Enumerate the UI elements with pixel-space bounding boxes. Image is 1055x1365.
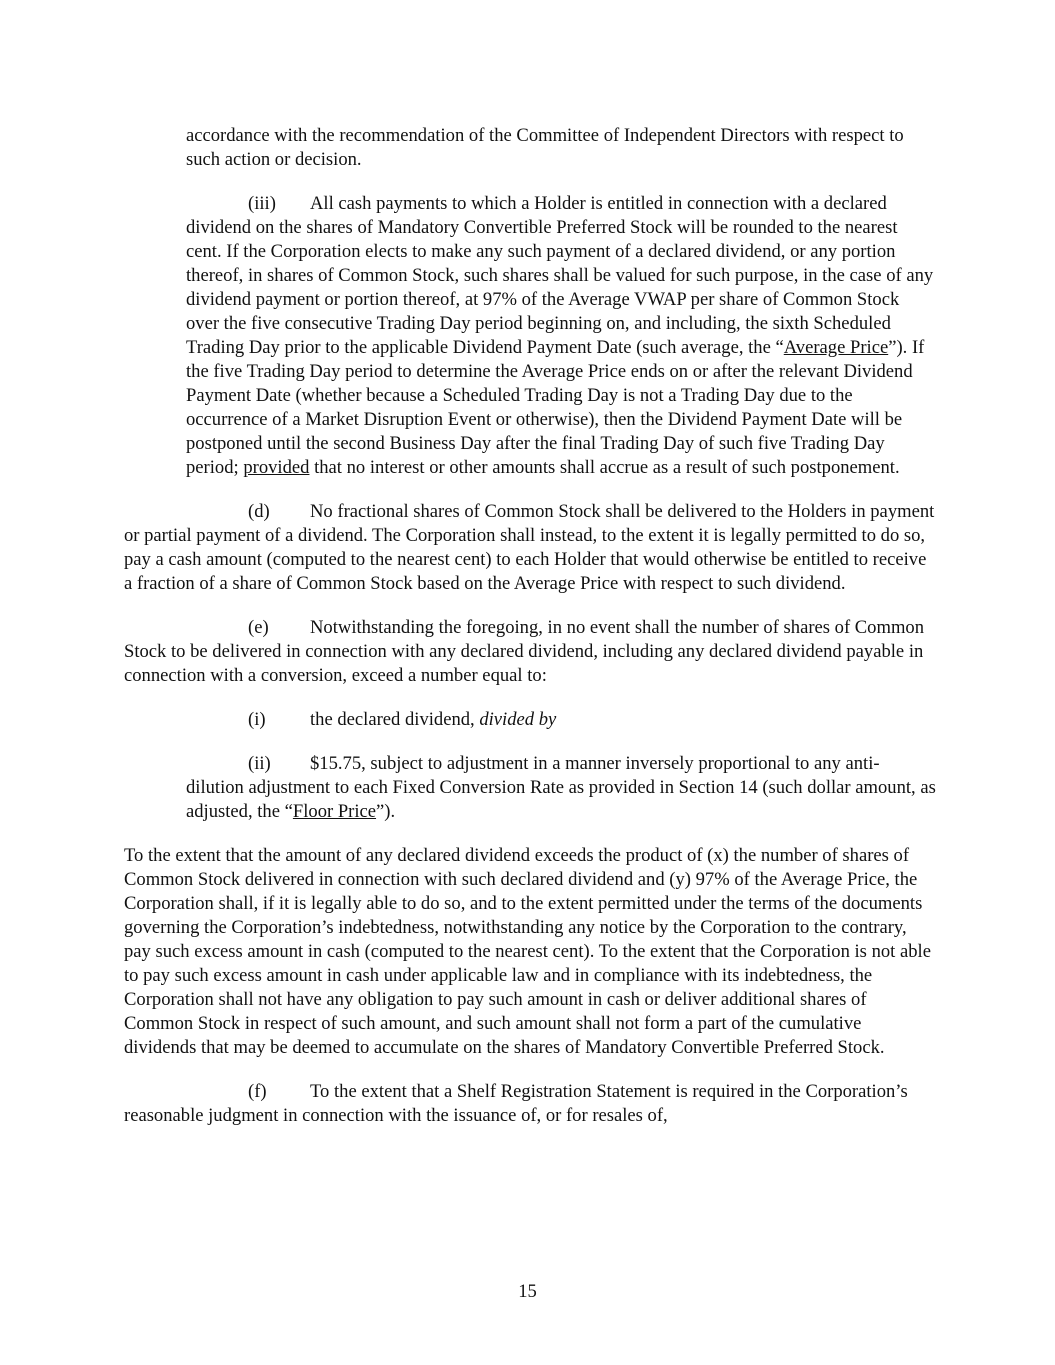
clause-iii-text-1: All cash payments to which a Holder is entitled in connection with a declared dividend on the shares of Mandatory Convertible Preferred Stock will be rounded to the nearest cent. If the Corporation elects to make any such payment of a declared dividend, or any portion thereof, in shares of Common Stock, such shares shall be valued for such purpose, in the case of any dividend payment or portion thereof, at 97% of the Average VWAP per share of Common Stock over the five consecutive Trading Day period beginning on, and including, the sixth Scheduled Trading Day prior to the applicable Dividend Payment Date (such average, the “ xyxy=(186,193,934,358)
clause-f-text: To the extent that a Shelf Registration Statement is required in the Corporation’s reasonable judgment in connection with the issuance of, or for resales of, xyxy=(124,1081,908,1126)
paragraph-continuation: accordance with the recommendation of the Committee of Independent Directors with respect to such action or decision. xyxy=(186,125,904,170)
clause-e-ii-text-2: ”). xyxy=(376,801,396,822)
clause-e-i xyxy=(124,708,936,732)
clause-e-i-italic: divided by xyxy=(479,709,557,730)
defined-term-floor-price: Floor Price xyxy=(292,801,377,822)
clause-e xyxy=(124,616,936,688)
clause-d xyxy=(124,500,936,596)
document-page xyxy=(124,124,936,1128)
clause-iii-text-2: ”). If the five Trading Day period to determine the Average Price ends on or after the relevant Dividend Payment Date (whether because a Scheduled Trading Day is not a Trading Day due to the occurrence of a Market Disruption Event or otherwise), then the Dividend Payment Date will be postponed until the second Business Day after the final Trading Day of such five Trading Day period; xyxy=(186,337,925,478)
page-number: 15 xyxy=(518,1281,537,1302)
clause-e-ii-text-1: $15.75, subject to adjustment in a manner inversely proportional to any anti-dilution adjustment to each Fixed Conversion Rate as provided in Section 14 (such dollar amount, as adjusted, the “ xyxy=(186,753,936,822)
clause-e-ii-number: (ii) xyxy=(248,753,271,774)
clause-d-number: (d) xyxy=(248,501,270,522)
clause-iii-text-3: that no interest or other amounts shall accrue as a result of such postponement. xyxy=(309,457,900,478)
clause-f-number: (f) xyxy=(248,1081,267,1102)
clause-iii-number: (iii) xyxy=(248,193,276,214)
provided-term: provided xyxy=(243,457,310,478)
defined-term-average-price: Average Price xyxy=(783,337,889,358)
clause-iii xyxy=(186,192,936,480)
clause-e-i-text: the declared dividend, xyxy=(310,709,480,730)
extent-paragraph: To the extent that the amount of any declared dividend exceeds the product of (x) the number of shares of Common Stock delivered in connection with such declared dividend and (y) 97% of the Average Price, the Corporation shall, if it is legally able to do so, and to the extent permitted under the terms of the documents governing the Corporation’s indebtedness, notwithstanding any notice by the Corporation to the contrary, pay such excess amount in cash (computed to the nearest cent). To the extent that the Corporation is not able to pay such excess amount in cash under applicable law and in compliance with its indebtedness, the Corporation shall not have any obligation to pay such amount in cash or deliver additional shares of Common Stock in respect of such amount, and such amount shall not form a part of the cumulative dividends that may be deemed to accumulate on the shares of Mandatory Convertible Preferred Stock. xyxy=(124,845,931,1058)
clause-e-text: Notwithstanding the foregoing, in no event shall the number of shares of Common Stock to be delivered in connection with any declared dividend, including any declared dividend payable in connection with a conversion, exceed a number equal to: xyxy=(124,617,925,686)
clause-f xyxy=(124,1080,936,1128)
clause-e-number: (e) xyxy=(248,617,269,638)
clause-e-ii xyxy=(186,752,936,824)
clause-e-i-number: (i) xyxy=(248,709,266,730)
clause-d-text: No fractional shares of Common Stock shall be delivered to the Holders in payment or partial payment of a dividend. The Corporation shall instead, to the extent it is legally permitted to do so, pay a cash amount (computed to the nearest cent) to each Holder that would otherwise be entitled to receive a fraction of a share of Common Stock based on the Average Price with respect to such dividend. xyxy=(124,501,935,594)
